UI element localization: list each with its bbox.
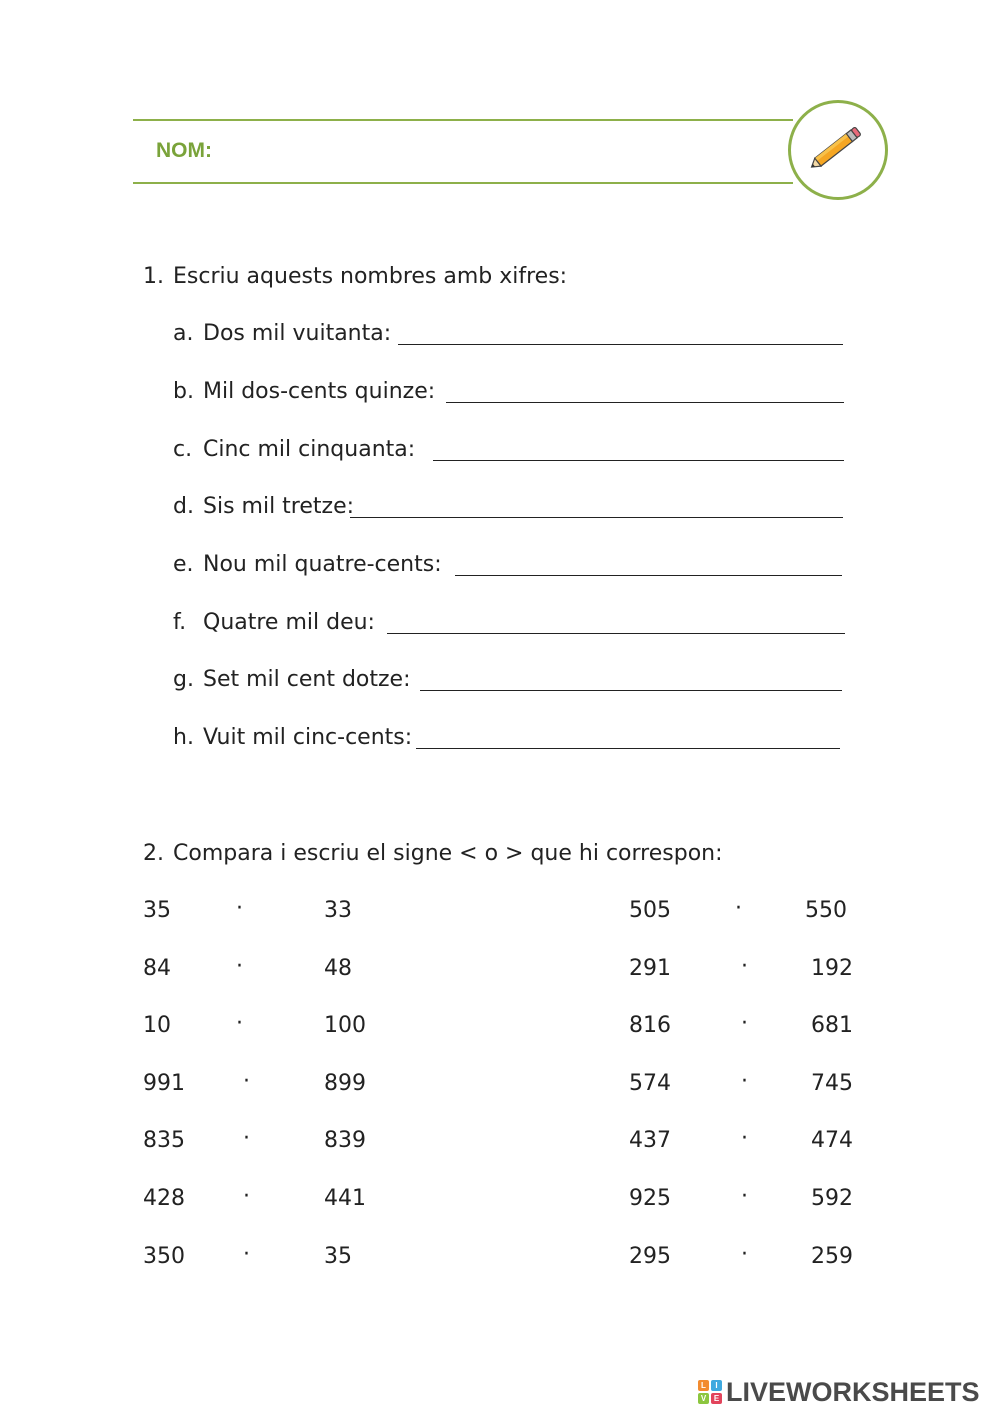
name-label: NOM: — [156, 139, 212, 162]
right-number-b: 192 — [811, 956, 853, 981]
answer-dot[interactable]: · — [243, 1184, 250, 1209]
left-number-b: 899 — [324, 1071, 366, 1096]
answer-line-b[interactable] — [446, 382, 844, 403]
item-letter: g. — [173, 667, 194, 692]
left-number-a: 10 — [143, 1013, 171, 1038]
right-number-a: 925 — [629, 1186, 671, 1211]
right-number-a: 505 — [629, 898, 671, 923]
item-text: Vuit mil cinc-cents: — [203, 725, 413, 750]
answer-dot[interactable]: · — [236, 1011, 243, 1036]
left-number-a: 991 — [143, 1071, 185, 1096]
answer-dot[interactable]: · — [735, 896, 742, 921]
answer-line-c[interactable] — [433, 440, 844, 461]
item-text: Cinc mil cinquanta: — [203, 437, 416, 462]
answer-dot[interactable]: · — [236, 896, 243, 921]
item-letter: c. — [173, 437, 193, 462]
right-number-a: 574 — [629, 1071, 671, 1096]
item-letter: d. — [173, 494, 194, 519]
item-letter: b. — [173, 379, 194, 404]
answer-dot[interactable]: · — [741, 1242, 748, 1267]
item-letter: h. — [173, 725, 194, 750]
answer-line-g[interactable] — [420, 670, 842, 691]
answer-dot[interactable]: · — [741, 1184, 748, 1209]
left-number-b: 839 — [324, 1128, 366, 1153]
left-number-b: 33 — [324, 898, 352, 923]
left-number-b: 48 — [324, 956, 352, 981]
answer-line-e[interactable] — [455, 555, 842, 576]
left-number-b: 100 — [324, 1013, 366, 1038]
right-number-b: 681 — [811, 1013, 853, 1038]
answer-dot[interactable]: · — [243, 1069, 250, 1094]
answer-line-f[interactable] — [387, 613, 845, 634]
left-number-b: 441 — [324, 1186, 366, 1211]
answer-dot[interactable]: · — [243, 1126, 250, 1151]
right-number-b: 592 — [811, 1186, 853, 1211]
left-number-b: 35 — [324, 1244, 352, 1269]
right-number-a: 816 — [629, 1013, 671, 1038]
left-number-a: 350 — [143, 1244, 185, 1269]
item-text: Nou mil quatre-cents: — [203, 552, 442, 577]
right-number-b: 474 — [811, 1128, 853, 1153]
item-text: Set mil cent dotze: — [203, 667, 411, 692]
left-number-a: 835 — [143, 1128, 185, 1153]
answer-line-a[interactable] — [398, 324, 843, 345]
answer-dot[interactable]: · — [741, 1011, 748, 1036]
q1-title: Escriu aquests nombres amb xifres: — [173, 264, 568, 289]
item-letter: e. — [173, 552, 194, 577]
left-number-a: 428 — [143, 1186, 185, 1211]
q2-number: 2. — [143, 841, 164, 866]
answer-line-d[interactable] — [350, 497, 843, 518]
right-number-a: 295 — [629, 1244, 671, 1269]
item-letter: a. — [173, 321, 194, 346]
item-text: Dos mil vuitanta: — [203, 321, 392, 346]
brand-text: LIVEWORKSHEETS — [726, 1376, 980, 1407]
left-number-a: 84 — [143, 956, 171, 981]
liveworksheets-brand — [698, 1375, 980, 1409]
left-number-a: 35 — [143, 898, 171, 923]
header-top-line — [133, 119, 793, 121]
right-number-a: 291 — [629, 956, 671, 981]
right-number-b: 550 — [805, 898, 847, 923]
answer-dot[interactable]: · — [741, 1069, 748, 1094]
item-text: Mil dos-cents quinze: — [203, 379, 436, 404]
item-text: Quatre mil deu: — [203, 610, 375, 635]
right-number-b: 259 — [811, 1244, 853, 1269]
right-number-b: 745 — [811, 1071, 853, 1096]
q2-title: Compara i escriu el signe < o > que hi correspon: — [173, 841, 723, 866]
answer-line-h[interactable] — [416, 728, 840, 749]
q1-number: 1. — [143, 264, 164, 289]
right-number-a: 437 — [629, 1128, 671, 1153]
answer-dot[interactable]: · — [243, 1242, 250, 1267]
item-letter: f. — [173, 610, 187, 635]
pencil-badge — [788, 100, 888, 200]
answer-dot[interactable]: · — [741, 954, 748, 979]
item-text: Sis mil tretze: — [203, 494, 355, 519]
answer-dot[interactable]: · — [236, 954, 243, 979]
header-bottom-line — [133, 182, 793, 184]
answer-dot[interactable]: · — [741, 1126, 748, 1151]
pencil-icon — [805, 117, 867, 179]
liveworksheets-logo-icon: L I V E — [698, 1380, 722, 1404]
